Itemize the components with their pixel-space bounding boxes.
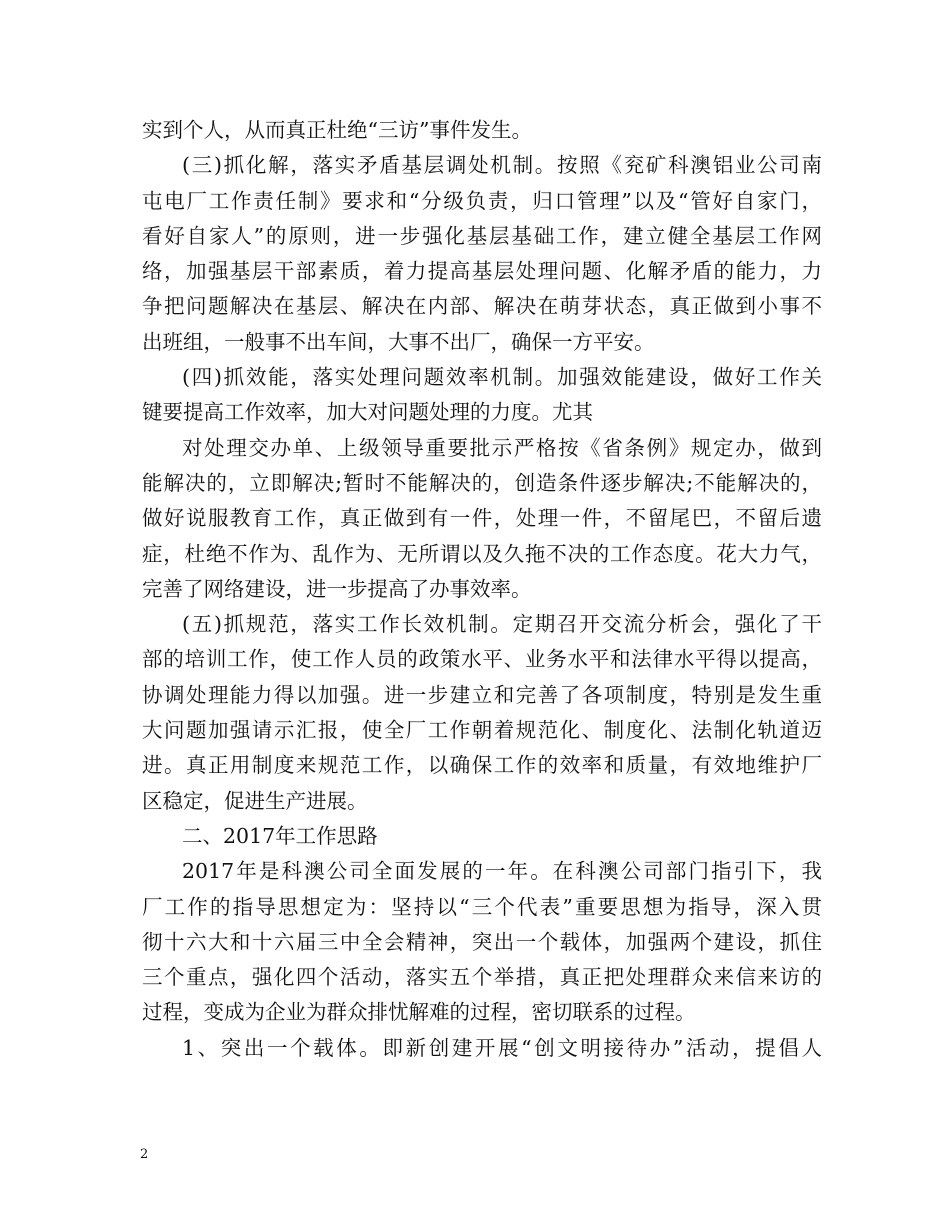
text-line: 屯电厂工作责任制》要求和“分级负责，归口管理”以及“管好自家门， [142, 188, 822, 213]
text-line: 部的培训工作，使工作人员的政策水平、业务水平和法律水平得以提高， [142, 647, 822, 672]
text-line: 区稳定，促进生产进展。 [142, 788, 368, 813]
text-line: 1、突出一个载体。即新创建开展“创文明接待办”活动，提倡人 [182, 1035, 822, 1060]
text-line: 协调处理能力得以加强。进一步建立和完善了各项制度，特别是发生重 [142, 682, 822, 707]
text-line: (五)抓规范，落实工作长效机制。定期召开交流分析会，强化了干 [182, 612, 822, 637]
text-line: 对处理交办单、上级领导重要批示严格按《省条例》规定办，做到 [182, 435, 822, 460]
text-line: 络，加强基层干部素质，着力提高基层处理问题、化解矛盾的能力，力 [142, 259, 822, 284]
text-line: 能解决的，立即解决;暂时不能解决的，创造条件逐步解决;不能解决的， [142, 470, 822, 495]
text-line: 大问题加强请示汇报，使全厂工作朝着规范化、制度化、法制化轨道迈 [142, 718, 822, 743]
text-line: 二、2017年工作思路 [182, 823, 378, 848]
text-line: 看好自家人”的原则，进一步强化基层基础工作，建立健全基层工作网 [142, 223, 822, 248]
text-line: 键要提高工作效率，加大对问题处理的力度。尤其 [142, 400, 593, 425]
text-line: 2017年是科澳公司全面发展的一年。在科澳公司部门指引下，我 [182, 859, 822, 884]
text-line: 进。真正用制度来规范工作，以确保工作的效率和质量，有效地维护厂 [142, 753, 822, 778]
document-body [142, 113, 822, 1066]
text-line: 彻十六大和十六届三中全会精神，突出一个载体，加强两个建设，抓住 [142, 929, 822, 954]
text-line: (四)抓效能，落实处理问题效率机制。加强效能建设，做好工作关 [182, 365, 822, 390]
text-line: 实到个人，从而真正杜绝“三访”事件发生。 [142, 118, 532, 142]
text-line: 完善了网络建设，进一步提高了办事效率。 [142, 576, 532, 601]
text-line: 出班组，一般事不出车间，大事不出厂，确保一方平安。 [142, 329, 655, 354]
page-number: 2 [140, 1147, 149, 1162]
text-line: 做好说服教育工作，真正做到有一件，处理一件，不留尾巴，不留后遗 [142, 506, 822, 531]
text-line: 争把问题解决在基层、解决在内部、解决在萌芽状态，真正做到小事不 [142, 294, 822, 319]
text-line: 症，杜绝不作为、乱作为、无所谓以及久拖不决的工作态度。花大力气， [142, 541, 822, 566]
text-line: 厂工作的指导思想定为：坚持以“三个代表”重要思想为指导，深入贯 [142, 894, 822, 919]
text-line: 三个重点，强化四个活动，落实五个举措，真正把处理群众来信来访的 [142, 965, 822, 990]
text-line: (三)抓化解，落实矛盾基层调处机制。按照《兖矿科澳铝业公司南 [182, 153, 822, 178]
text-line: 过程，变成为企业为群众排忧解难的过程，密切联系的过程。 [142, 1000, 696, 1025]
